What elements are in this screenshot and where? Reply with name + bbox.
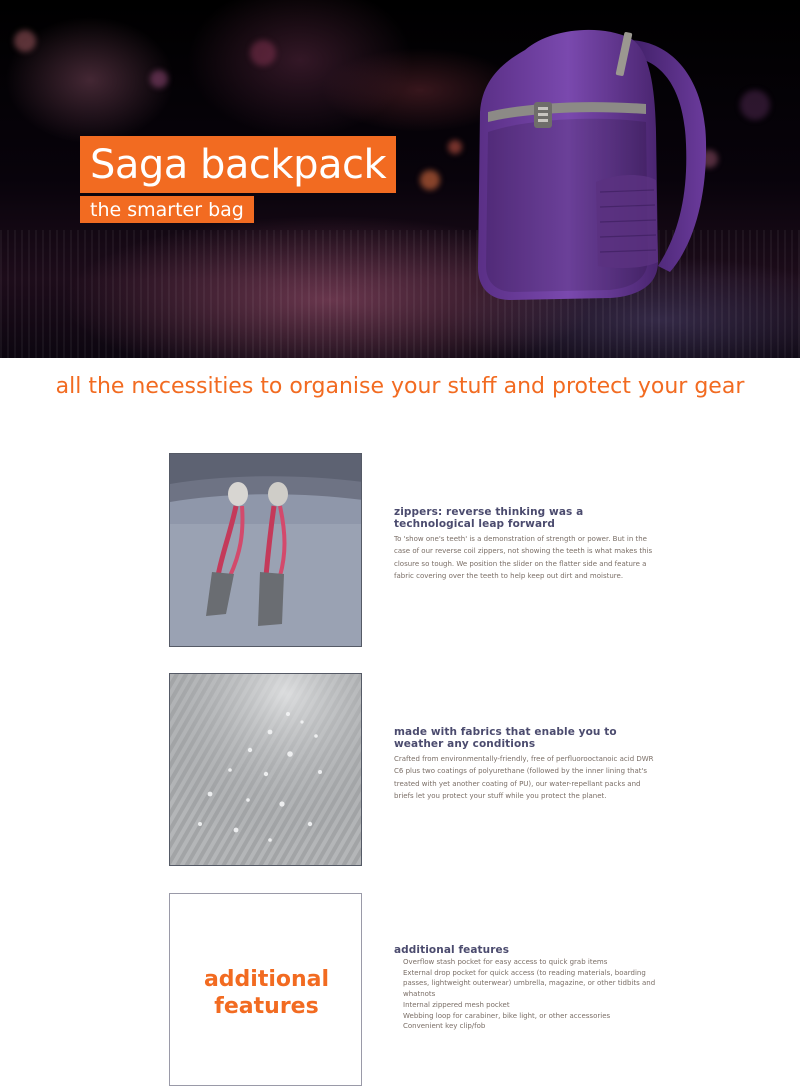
zipper-photo — [170, 454, 362, 647]
list-item: Convenient key clip/fob — [403, 1022, 486, 1031]
bokeh-light — [420, 170, 440, 190]
additional-features-image — [169, 893, 362, 1086]
feature-title-line: zippers: reverse thinking was a — [394, 506, 584, 518]
feature-list — [394, 957, 656, 1032]
bokeh-light — [448, 140, 462, 154]
bokeh-light — [14, 30, 36, 52]
feature-title: additional features — [394, 944, 510, 956]
hero-subtitle-box — [80, 196, 254, 223]
feature-title-line: made with fabrics that enable you to — [394, 726, 617, 738]
bokeh-light — [150, 70, 168, 88]
fabric-feature-text — [394, 726, 656, 802]
image-label-line: additional — [203, 967, 330, 992]
bokeh-light — [740, 90, 770, 120]
list-item: Internal zippered mesh pocket — [403, 1000, 510, 1009]
hero-title-box — [80, 136, 396, 193]
additional-features-label — [170, 966, 362, 1020]
image-label-line: features — [214, 994, 319, 1019]
feature-body: To 'show one's teeth' is a demonstration of strength or power. But in the case of our reverse coil zippers, not showing the teeth is what makes this closure so tough. We position the slider on the flatter side and feature a fabric covering over the teeth to help keep out dirt and moisture. — [394, 535, 653, 580]
additional-features-text — [394, 944, 656, 1032]
feature-title — [394, 506, 656, 530]
zipper-feature-text — [394, 506, 656, 582]
feature-body: Crafted from environmentally-friendly, free of perfluorooctanoic acid DWR C6 plus two coatings of polyurethane (followed by the inner lining that's treated with yet another coating of PU), our water-repellant packs and briefs let you protect your stuff while you protect the planet. — [394, 755, 654, 800]
hero-banner — [0, 0, 800, 358]
bokeh-light — [250, 40, 276, 66]
hero-title: Saga backpack — [90, 141, 387, 188]
list-item: External drop pocket for quick access (to reading materials, boarding passes, lightweight outerwear) umbrella, magazine, or other tidbits and whatnots — [403, 968, 656, 999]
zipper-feature-image — [169, 453, 362, 647]
feature-title-line: weather any conditions — [394, 738, 536, 750]
hero-subtitle: the smarter bag — [90, 198, 244, 221]
list-item: Webbing loop for carabiner, bike light, or other accessories — [403, 1011, 611, 1020]
fabric-feature-image — [169, 673, 362, 866]
feature-title-line: technological leap forward — [394, 518, 556, 530]
backpack-image — [470, 22, 720, 312]
fabric-photo — [170, 674, 362, 866]
tagline: all the necessities to organise your stuff and protect your gear — [55, 374, 745, 399]
feature-title — [394, 726, 656, 750]
list-item: Overflow stash pocket for easy access to quick grab items — [403, 958, 608, 966]
